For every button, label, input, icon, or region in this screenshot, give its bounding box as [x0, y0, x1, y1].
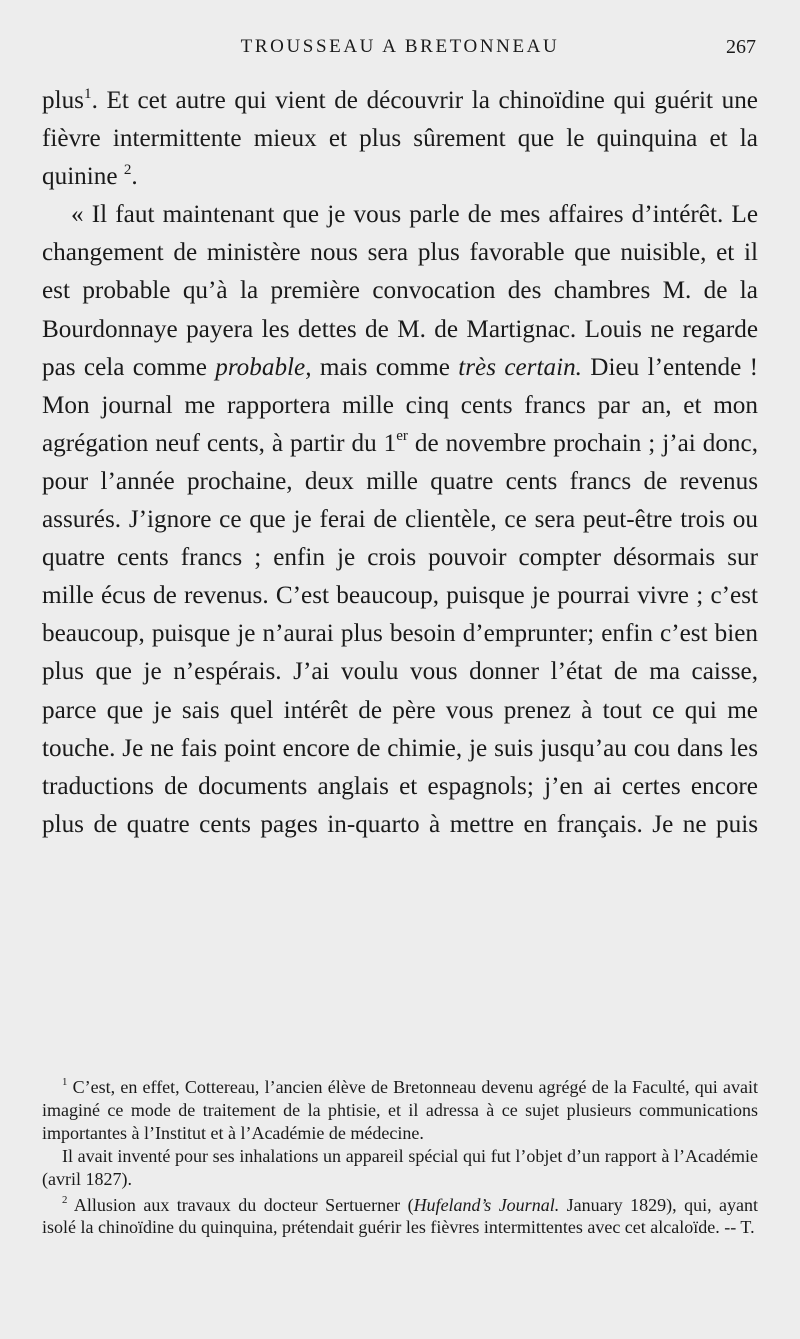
ordinal-suffix: er — [396, 428, 408, 445]
running-title: TROUSSEAU A BRETONNEAU — [240, 36, 560, 57]
page-number: 267 — [726, 36, 756, 58]
text-run: Dieu l’entende ! Mon journal me rapportera mille cinq cents francs par an, et mon agrégation neuf cents, à partir du 1 — [42, 353, 758, 457]
footnote-text: Il avait inventé pour ses inhalations un appareil spécial qui fut l’objet d’un rapport à l’Académie (avril 1827). — [42, 1145, 758, 1189]
footnotes — [42, 1076, 758, 1239]
text-run: plus — [42, 87, 84, 114]
footnote-1-continuation — [42, 1145, 758, 1191]
footnote-text: January 1829), qui, ayant isolé la chinoïdine du quinquina, prétendait guérir les fièvres intermittentes avec cet alcaloïde. -- T. — [42, 1194, 759, 1238]
text-run: mais comme — [311, 353, 459, 381]
footnote-text: C’est, en effet, Cottereau, l’ancien élève de Bretonneau devenu agrégé de la Faculté, qui avait imaginé ce mode de traitement de la phtisie, et il adressa à ce sujet plusieurs communications importantes à l’Institut et à l’Académie de médecine. — [42, 1077, 758, 1143]
footnote-2 — [42, 1194, 758, 1240]
footnote-mark: 1 — [62, 1076, 68, 1088]
footnote-ref: 2 — [123, 161, 132, 178]
text-run: de novembre prochain ; j’ai donc, pour l’année prochaine, deux mille quatre cents francs de revenus assurés. J’ignore ce que je ferai de clientèle, ce sera peut-être trois ou quatre cents francs ; enfin je crois pouvoir compter désormais sur mille écus de revenus. C’est beaucoup, puisque je pourrai vivre ; c’est beaucoup, puisque je n’aurai plus besoin d’emprunter; enfin c’est bien plus que je n’espérais. J’ai voulu vous donner l’état de ma caisse, parce que je sais quel intérêt de père vous prenez à tout ce qui me touche. Je ne fais point encore de chimie, je suis jusqu’au cou dans les traductions de documents anglais et espagnols; j’en ai certes encore plus de quatre cents pages in-quarto à mettre en français. Je ne puis — [42, 429, 758, 838]
paragraph — [42, 196, 758, 844]
paragraph — [42, 82, 758, 196]
text-run: . — [131, 163, 138, 191]
footnote-text: Allusion aux travaux du docteur Sertuerner ( — [67, 1194, 414, 1215]
footnote-1 — [42, 1076, 758, 1145]
page-header — [42, 36, 758, 66]
italic-text: très certain. — [458, 353, 582, 381]
footnote-mark: 2 — [62, 1193, 68, 1206]
text-run: « Il faut maintenant que je vous parle de mes affaires d’intérêt. Le changement de ministère nous sera plus favorable que nuisible, et il est probable qu’à la première convocation des chambres M. de la Bourdonnaye payera les dettes de M. de Martignac. Louis ne regarde pas cela comme — [42, 201, 758, 381]
main-text — [42, 82, 758, 844]
text-run: . Et cet autre qui vient de découvrir la chinoïdine qui guérit une fièvre intermittente mieux et plus sûrement que le quinquina et la quinine — [42, 87, 758, 191]
italic-text: probable, — [215, 353, 312, 381]
footnote-ref: 1 — [84, 85, 92, 102]
italic-text: Hufeland’s Journal. — [413, 1194, 560, 1215]
